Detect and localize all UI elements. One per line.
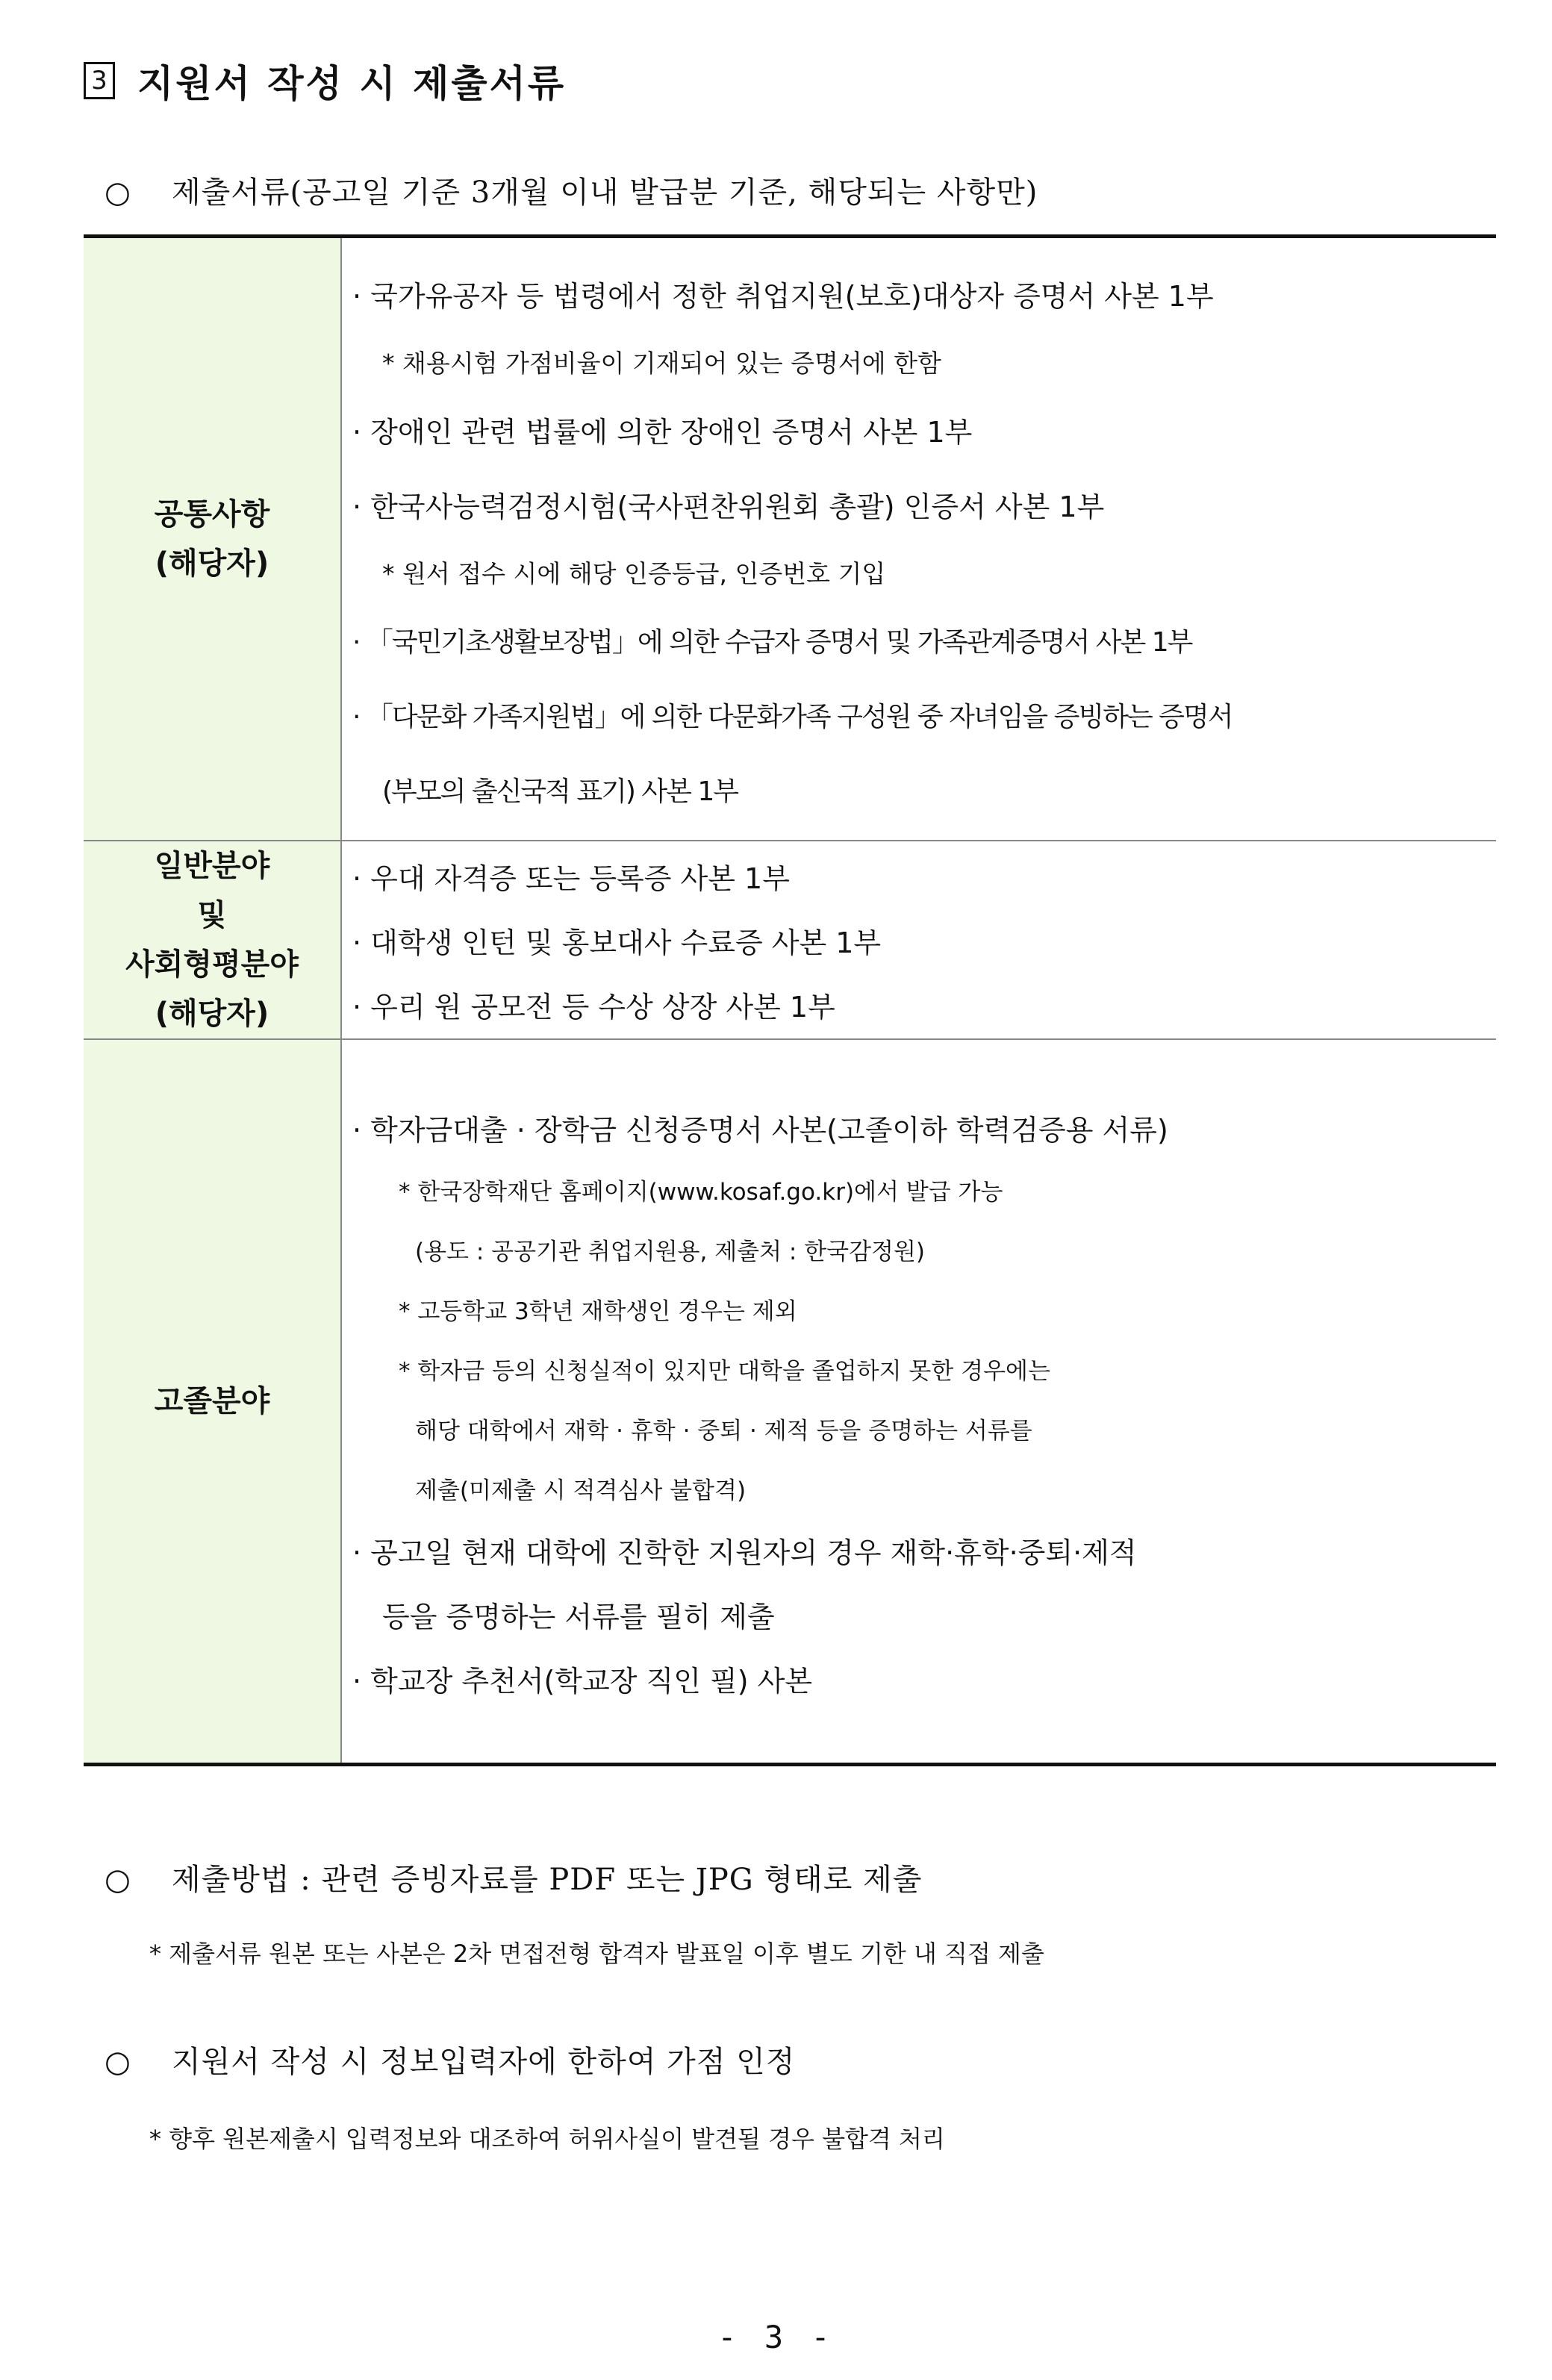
category-label: (해당자): [155, 997, 269, 1031]
document-item: (부모의 출신국적 표기) 사본 1부: [382, 776, 738, 807]
document-item: · 장애인 관련 법률에 의한 장애인 증명서 사본 1부: [352, 415, 973, 449]
document-item: · 우대 자격증 또는 등록증 사본 1부: [352, 862, 790, 895]
submission-line: [105, 1856, 922, 1898]
submission-text: 제출방법 : 관련 증빙자료를 PDF 또는 JPG 형태로 제출: [172, 1863, 923, 1897]
document-item: 해당 대학에서 재학 · 휴학 · 중퇴 · 제적 등을 증명하는 서류를: [415, 1417, 1032, 1445]
section-title: 지원서 작성 시 제출서류: [137, 62, 567, 105]
document-item: · 국가유공자 등 법령에서 정한 취업지원(보호)대상자 증명서 사본 1부: [352, 279, 1214, 313]
category-cell: [84, 1039, 341, 1765]
table-row: [84, 237, 1496, 841]
category-label: 공통사항: [154, 497, 270, 532]
intro-line: [105, 169, 1038, 211]
documents-table: [84, 234, 1496, 1766]
note-item: * 원서 접수 시에 해당 인증등급, 인증번호 기입: [382, 558, 886, 588]
note-item: * 학자금 등의 신청실적이 있지만 대학을 졸업하지 못한 경우에는: [399, 1357, 1050, 1385]
category-cell: [84, 237, 341, 841]
category-label: 사회형평분야: [125, 947, 299, 982]
note-item: * 고등학교 3학년 재학생인 경우는 제외: [399, 1298, 797, 1325]
category-label: 일반분야: [154, 849, 270, 883]
intro-text: 제출서류(공고일 기준 3개월 이내 발급분 기준, 해당되는 사항만): [172, 175, 1038, 210]
bonus-note: * 향후 원본제출시 입력정보와 대조하여 허위사실이 발견될 경우 불합격 처리: [149, 2125, 945, 2153]
content-cell: [341, 1039, 1496, 1765]
document-item: (용도 : 공공기관 취업지원용, 제출처 : 한국감정원): [415, 1238, 926, 1265]
document-item: · 학교장 추천서(학교장 직인 필) 사본: [352, 1664, 813, 1698]
bullet-circle: ○: [105, 1863, 131, 1897]
document-item: · 학자금대출 · 장학금 신청증명서 사본(고졸이하 학력검증용 서류): [352, 1113, 1168, 1147]
section-number-box: 3: [84, 62, 115, 99]
bullet-circle: ○: [105, 2045, 131, 2079]
table-row: [84, 1039, 1496, 1765]
section-heading: [84, 54, 566, 108]
submission-note: * 제출서류 원본 또는 사본은 2차 면접전형 합격자 발표일 이후 별도 기한 내 직접 제출: [149, 1940, 1044, 1968]
note-item: * 채용시험 가점비율이 기재되어 있는 증명서에 한함: [382, 348, 941, 378]
note-item: * 한국장학재단 홈페이지(www.kosaf.go.kr)에서 발급 가능: [399, 1178, 1003, 1206]
content-cell: [341, 841, 1496, 1039]
document-item: · 「다문화 가족지원법」에 의한 다문화가족 구성원 중 자녀임을 증빙하는 증명서: [352, 701, 1232, 732]
bonus-text: 지원서 작성 시 정보입력자에 한하여 가점 인정: [172, 2045, 796, 2079]
bullet-circle: ○: [105, 175, 131, 210]
document-item: · 공고일 현재 대학에 진학한 지원자의 경우 재학·휴학·중퇴·제적: [352, 1536, 1137, 1569]
page-number: - 3 -: [717, 2319, 835, 2355]
document-item: · 「국민기초생활보장법」에 의한 수급자 증명서 및 가족관계증명서 사본 1부: [352, 626, 1192, 658]
bonus-line: [105, 2038, 795, 2081]
document-item: 등을 증명하는 서류를 필히 제출: [382, 1600, 775, 1633]
category-label: 및: [197, 898, 227, 932]
table-row: [84, 841, 1496, 1039]
content-cell: [341, 237, 1496, 841]
category-label: (해당자): [155, 546, 269, 581]
document-item: · 우리 원 공모전 등 수상 상장 사본 1부: [352, 990, 835, 1024]
category-label: 고졸분야: [154, 1384, 270, 1418]
document-item: 제출(미제출 시 적격심사 불합격): [415, 1477, 747, 1504]
category-cell: [84, 841, 341, 1039]
document-item: · 한국사능력검정시험(국사편찬위원회 총괄) 인증서 사본 1부: [352, 490, 1105, 523]
document-item: · 대학생 인턴 및 홍보대사 수료증 사본 1부: [352, 926, 882, 959]
